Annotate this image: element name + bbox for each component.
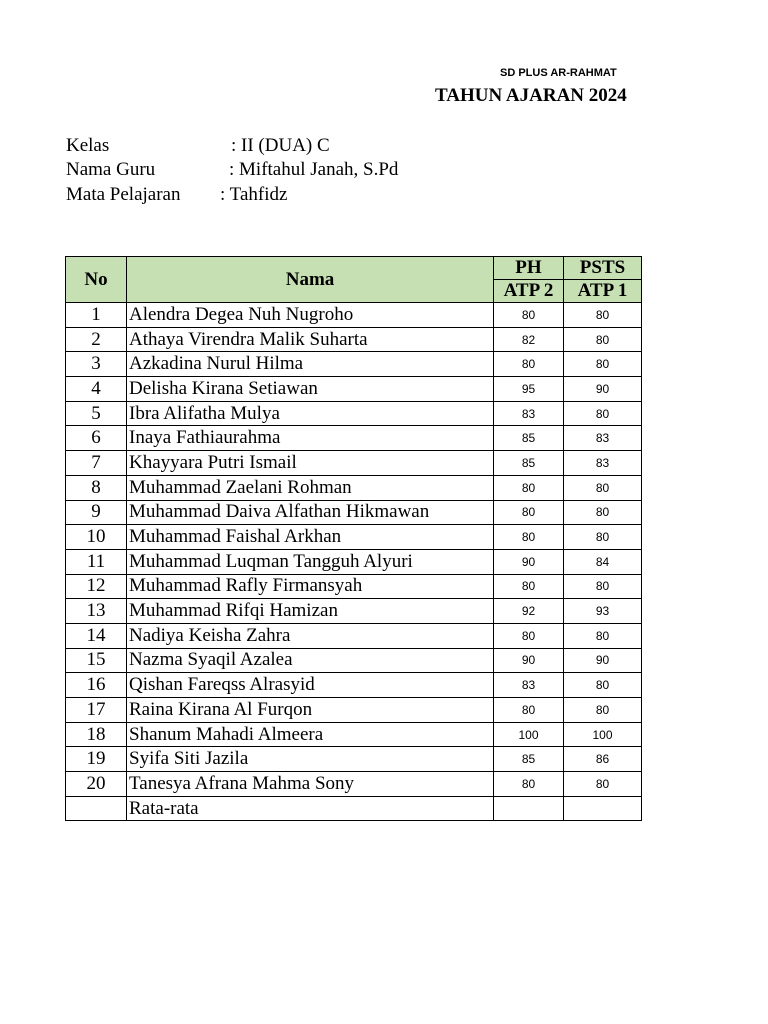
ph-atp2-score: 90	[494, 549, 564, 574]
table-row	[66, 549, 642, 574]
row-number: 16	[66, 673, 127, 698]
table-row	[66, 772, 642, 797]
row-number: 7	[66, 451, 127, 476]
row-number: 12	[66, 574, 127, 599]
average-no	[66, 796, 127, 821]
mapel-value: : Tahfidz	[220, 184, 288, 205]
info-guru	[66, 159, 399, 181]
student-name: Alendra Degea Nuh Nugroho	[127, 303, 494, 328]
row-number: 11	[66, 549, 127, 574]
ph-atp2-score: 80	[494, 303, 564, 328]
table-row	[66, 648, 642, 673]
student-name: Qishan Fareqss Alrasyid	[127, 673, 494, 698]
student-name: Inaya Fathiaurahma	[127, 426, 494, 451]
kelas-label: Kelas	[66, 135, 110, 156]
ph-atp2-score: 83	[494, 401, 564, 426]
psts-atp1-score: 84	[564, 549, 642, 574]
ph-atp2-score: 90	[494, 648, 564, 673]
row-number: 13	[66, 599, 127, 624]
header-atp2: ATP 2	[494, 280, 564, 303]
ph-atp2-score: 95	[494, 377, 564, 402]
ph-atp2-score: 85	[494, 426, 564, 451]
psts-atp1-score: 83	[564, 451, 642, 476]
student-name: Syifa Siti Jazila	[127, 747, 494, 772]
header-ph: PH	[494, 257, 564, 280]
table-row	[66, 599, 642, 624]
row-number: 19	[66, 747, 127, 772]
row-number: 18	[66, 722, 127, 747]
academic-year-title: TAHUN AJARAN 2024	[435, 85, 627, 106]
psts-atp1-score: 83	[564, 426, 642, 451]
ph-atp2-score: 85	[494, 451, 564, 476]
ph-atp2-score: 80	[494, 698, 564, 723]
ph-atp2-score: 80	[494, 525, 564, 550]
guru-value: : Miftahul Janah, S.Pd	[229, 159, 399, 180]
row-number: 10	[66, 525, 127, 550]
psts-atp1-score: 80	[564, 673, 642, 698]
table-row	[66, 698, 642, 723]
info-mapel	[66, 184, 288, 206]
row-number: 6	[66, 426, 127, 451]
ph-atp2-score: 85	[494, 747, 564, 772]
table-row	[66, 623, 642, 648]
table-row	[66, 426, 642, 451]
psts-atp1-score: 80	[564, 327, 642, 352]
header-nama: Nama	[127, 257, 494, 303]
table-row	[66, 303, 642, 328]
student-name: Muhammad Zaelani Rohman	[127, 475, 494, 500]
row-number: 17	[66, 698, 127, 723]
psts-atp1-score: 90	[564, 377, 642, 402]
ph-atp2-score: 83	[494, 673, 564, 698]
student-name: Athaya Virendra Malik Suharta	[127, 327, 494, 352]
psts-atp1-score: 80	[564, 623, 642, 648]
row-number: 1	[66, 303, 127, 328]
table-row	[66, 475, 642, 500]
student-name: Tanesya Afrana Mahma Sony	[127, 772, 494, 797]
header-atp1: ATP 1	[564, 280, 642, 303]
student-name: Delisha Kirana Setiawan	[127, 377, 494, 402]
row-number: 9	[66, 500, 127, 525]
table-row	[66, 377, 642, 402]
row-number: 5	[66, 401, 127, 426]
psts-atp1-score: 100	[564, 722, 642, 747]
row-number: 20	[66, 772, 127, 797]
psts-atp1-score: 80	[564, 525, 642, 550]
average-psts	[564, 796, 642, 821]
ph-atp2-score: 80	[494, 772, 564, 797]
table-row	[66, 747, 642, 772]
table-row	[66, 327, 642, 352]
psts-atp1-score: 80	[564, 698, 642, 723]
table-row	[66, 673, 642, 698]
average-label: Rata-rata	[127, 796, 494, 821]
table-row	[66, 525, 642, 550]
grade-rows	[66, 303, 642, 797]
student-name: Muhammad Rifqi Hamizan	[127, 599, 494, 624]
psts-atp1-score: 80	[564, 352, 642, 377]
ph-atp2-score: 80	[494, 475, 564, 500]
info-kelas	[66, 135, 330, 157]
average-ph	[494, 796, 564, 821]
ph-atp2-score: 80	[494, 574, 564, 599]
row-number: 4	[66, 377, 127, 402]
ph-atp2-score: 82	[494, 327, 564, 352]
psts-atp1-score: 80	[564, 500, 642, 525]
row-number: 15	[66, 648, 127, 673]
student-name: Muhammad Luqman Tangguh Alyuri	[127, 549, 494, 574]
mapel-label: Mata Pelajaran	[66, 184, 181, 205]
guru-label: Nama Guru	[66, 159, 156, 180]
psts-atp1-score: 80	[564, 303, 642, 328]
student-name: Raina Kirana Al Furqon	[127, 698, 494, 723]
student-name: Nazma Syaqil Azalea	[127, 648, 494, 673]
grades-table	[65, 256, 642, 821]
ph-atp2-score: 92	[494, 599, 564, 624]
table-row	[66, 722, 642, 747]
ph-atp2-score: 80	[494, 623, 564, 648]
psts-atp1-score: 90	[564, 648, 642, 673]
student-name: Muhammad Rafly Firmansyah	[127, 574, 494, 599]
table-row	[66, 401, 642, 426]
row-number: 3	[66, 352, 127, 377]
table-row	[66, 574, 642, 599]
student-name: Shanum Mahadi Almeera	[127, 722, 494, 747]
row-number: 2	[66, 327, 127, 352]
row-number: 8	[66, 475, 127, 500]
ph-atp2-score: 100	[494, 722, 564, 747]
student-name: Ibra Alifatha Mulya	[127, 401, 494, 426]
kelas-value: : II (DUA) C	[231, 135, 330, 156]
table-row	[66, 500, 642, 525]
psts-atp1-score: 86	[564, 747, 642, 772]
header-psts: PSTS	[564, 257, 642, 280]
psts-atp1-score: 80	[564, 475, 642, 500]
student-name: Khayyara Putri Ismail	[127, 451, 494, 476]
table-row	[66, 352, 642, 377]
student-name: Muhammad Daiva Alfathan Hikmawan	[127, 500, 494, 525]
student-name: Azkadina Nurul Hilma	[127, 352, 494, 377]
header-no: No	[66, 257, 127, 303]
school-name: SD PLUS AR-RAHMAT	[500, 67, 617, 79]
table-row	[66, 451, 642, 476]
average-row	[66, 796, 642, 821]
ph-atp2-score: 80	[494, 352, 564, 377]
psts-atp1-score: 80	[564, 574, 642, 599]
row-number: 14	[66, 623, 127, 648]
psts-atp1-score: 80	[564, 401, 642, 426]
psts-atp1-score: 80	[564, 772, 642, 797]
ph-atp2-score: 80	[494, 500, 564, 525]
student-name: Nadiya Keisha Zahra	[127, 623, 494, 648]
psts-atp1-score: 93	[564, 599, 642, 624]
student-name: Muhammad Faishal Arkhan	[127, 525, 494, 550]
